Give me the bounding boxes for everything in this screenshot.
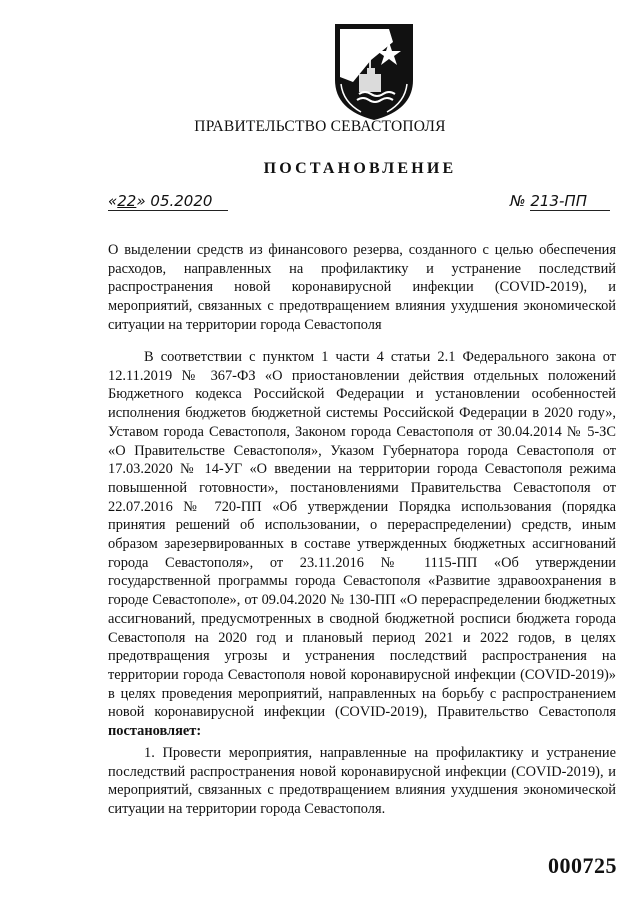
number-value: 213-ПП [530, 192, 610, 211]
date-day: 22 [117, 192, 137, 210]
document-subject: О выделении средств из финансового резерва, созданного с целью обеспечения расходов, направленных на профилактику и устранение последствий распространения новой коронавирусной инфекции (COVID-2019), и мероприятий, связанных с предотвращением влияния ухудшения экономической ситуации на территории города Севастополя [108, 242, 616, 333]
date-month-year: 05.2020 [150, 192, 213, 210]
coat-of-arms-emblem [331, 22, 417, 122]
document-number [510, 192, 610, 211]
resolution-item-1: 1. Провести мероприятия, направленные на профилактику и устранение последствий распространения новой коронавирусной инфекции (COVID-2019), и мероприятий, связанных с предотвращением влияния ухудшения экономической ситуации на территории города Севастополя. [108, 745, 616, 818]
serial-number: 000725 [548, 853, 617, 878]
date-quote-close: » [136, 192, 146, 210]
date-quote-open: « [108, 192, 118, 210]
preamble-text: В соответствии с пунктом 1 части 4 статьи 2.1 Федерального закона от 12.11.2019 № 367-ФЗ «О приостановлении действия отдельных положений Бюджетного кодекса Российской Федерации и установлении особенностей исполнения бюджетов бюджетной системы Российской Федерации в 2020 году», Уставом города Севастополя, Законом города Севастополя от 30.04.2014 № 5-ЗС «О Правительстве Севастополя», Указом Губернатора города Севастополя от 17.03.2020 № 14-УГ «О введении на территории города Севастополя режима повышенной готовности», постановлениями Правительства Севастополя от 22.07.2016 № 720-ПП «Об утверждении Порядка использования (порядка принятия решений об использовании, о перераспределении) средств, иным образом зарезервированных в составе утвержденных бюджетных ассигнований города Севастополя», от 23.11.2016 № 1115-ПП «Об утверждении государственной программы города Севастополя «Развитие здравоохранения в городе Севастополе», от 09.04.2020 № 130-ПП «О перераспределении бюджетных ассигнований, предусмотренных в сводной бюджетной росписи бюджета города Севастополя на 2020 год и плановый период 2021 и 2022 годов, в целях предотвращения угрозы и устранения последствий распространения на территории города Севастополя новой коронавирусной инфекции (COVID-2019)» в целях проведения мероприятий, направленных на борьбу с распространением новой коронавирусной инфекции (COVID-2019), Правительство Севастополя [108, 349, 616, 721]
preamble-paragraph [108, 348, 616, 741]
document-type-heading: ПОСТАНОВЛЕНИЕ [263, 160, 457, 177]
number-sign: № [510, 192, 526, 210]
document-date [108, 192, 228, 211]
resolves-keyword: постановляет: [108, 723, 202, 740]
government-title: ПРАВИТЕЛЬСТВО СЕВАСТОПОЛЯ [194, 118, 446, 135]
